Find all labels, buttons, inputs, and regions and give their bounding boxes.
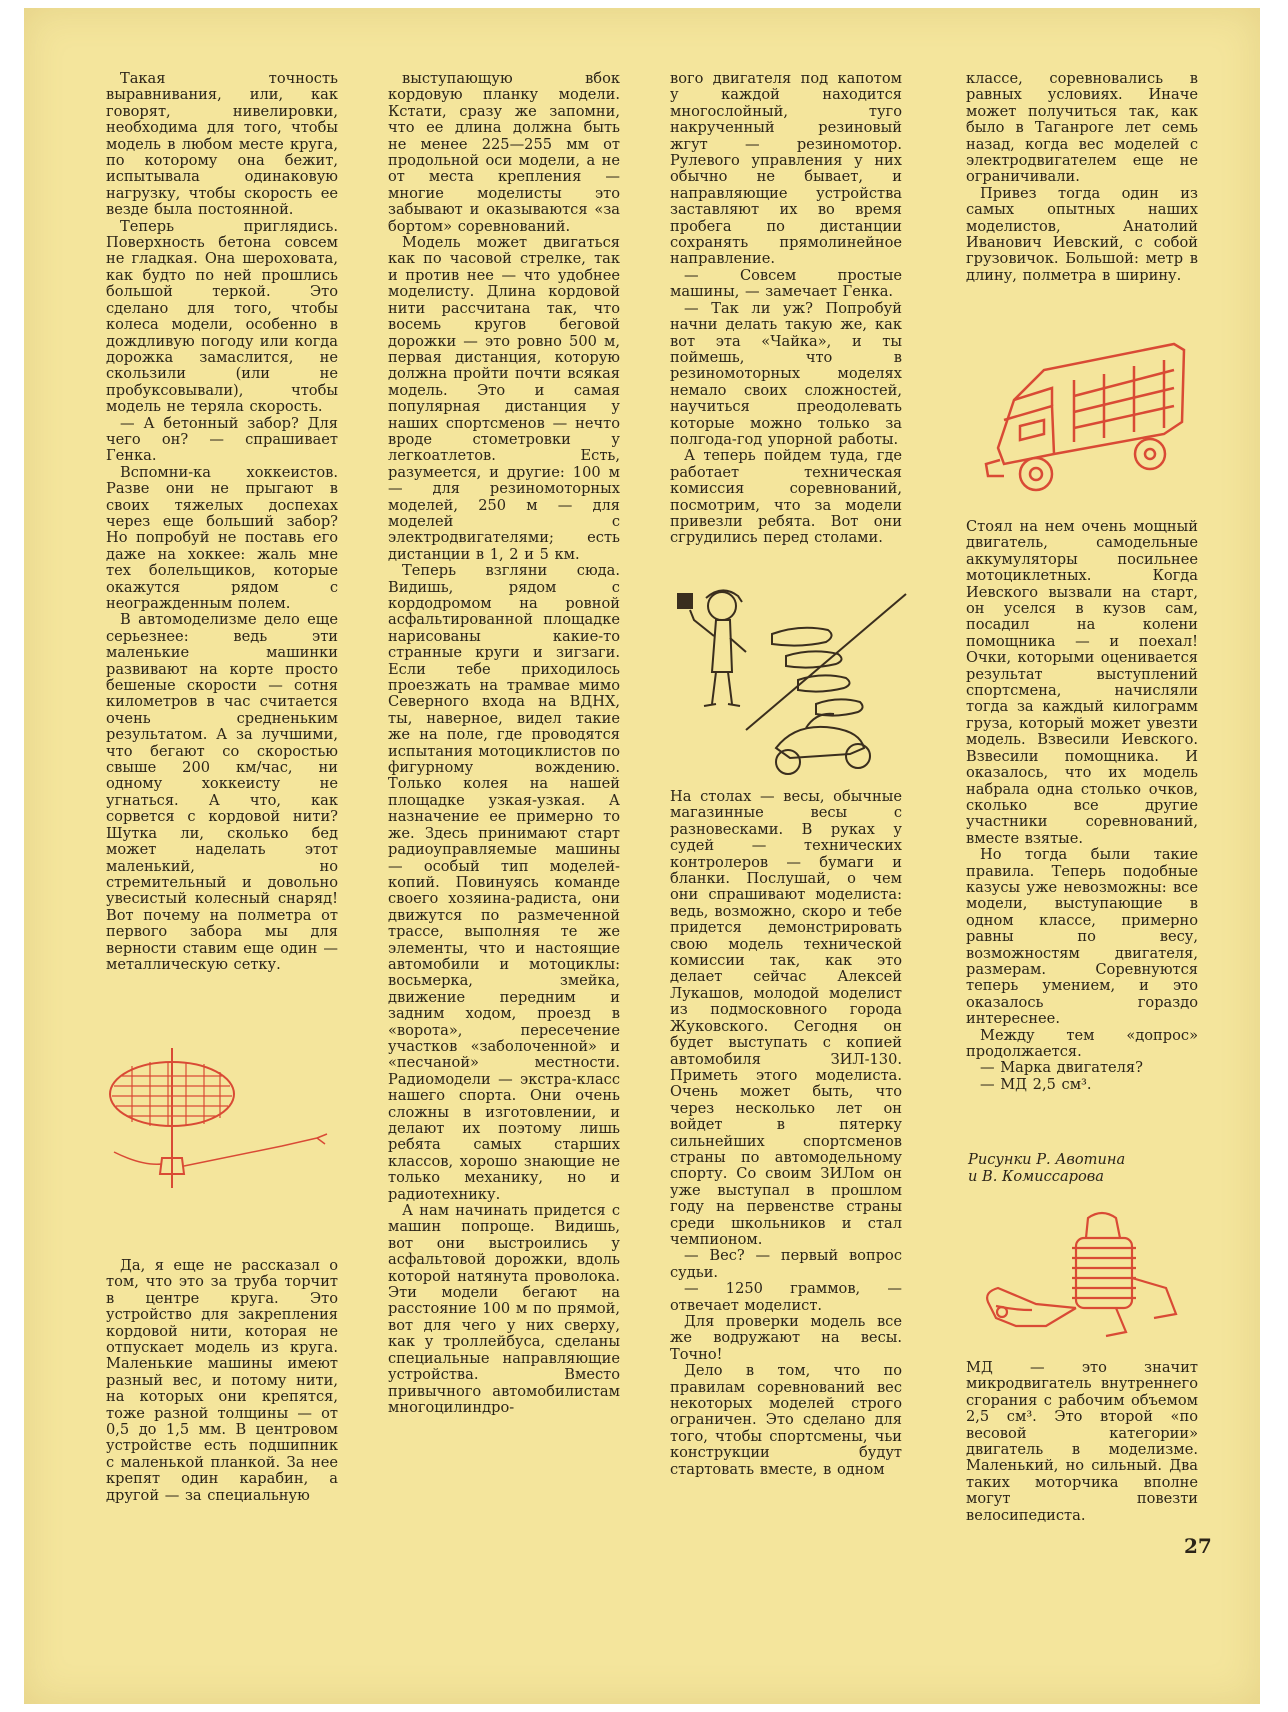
paragraph: — Совсем простые машины, — замечает Генка. bbox=[670, 266, 902, 301]
credits-line-1: Рисунки Р. Авотина bbox=[968, 1151, 1126, 1168]
paragraph: Такая точность выравнивания, или, как говорят, нивелировки, необходима для того, чтобы модель в любом месте круга, по которому она бежит, испытывала одинаковую нагрузку, чтобы скорость ее везде была постоянной. bbox=[106, 70, 338, 219]
paragraph: — 1250 граммов, — отвечает моделист. bbox=[670, 1280, 902, 1314]
cord-center-device-illustration bbox=[102, 1048, 362, 1198]
micro-engine-illustration bbox=[976, 1208, 1186, 1358]
column-4-middle bbox=[966, 519, 1198, 1093]
paragraph: Да, я еще не рассказал о том, что это за труба торчит в центре круга. Это устройство для закрепления кордовой нити, которая не отпускает модель из круга. Маленькие машины имеют разный вес, и потому нити, на которых они крепятся, тоже разной толщины — от 0,5 до 1,5 мм. В центровом устройстве есть подшипник с маленькой планкой. За нее крепят один карабин, а другой — за специальную bbox=[106, 1257, 338, 1504]
paragraph: — Марка двигателя? bbox=[980, 1059, 1143, 1077]
paragraph: МД — это значит микродвигатель внутреннего сгорания с рабочим объемом 2,5 см³. Это второй «по весовой категории» двигатель в моделизме. Маленький, но сильный. Два таких моторчика вполне могут повезти велосипедиста. bbox=[966, 1359, 1198, 1524]
paragraph: Дело в том, что по правилам соревнований вес некоторых моделей строго ограничен. Это сделано для того, чтобы спортсмены, чьи конструкции будут стартовать вместе, в одном bbox=[670, 1362, 902, 1478]
paragraph: А теперь пойдем туда, где работает техническая комиссия соревнований, посмотрим, что за модели привезли ребята. Вот они сгрудились перед столами. bbox=[670, 447, 902, 547]
paragraph: На столах — весы, обычные магазинные весы с разновесками. В руках у судей — технических контролеров — бумаги и бланки. Послушай, о чем они спрашивают моделиста: ведь, возможно, скоро и тебе придется демонстрировать свою модель технической комиссии так, как это делает сейчас Алексей Лукашов, молодой моделист из подмосковного города Жуковского. Сегодня он будет выступать с копией автомобиля ЗИЛ-130. Приметь этого моделиста. Очень может быть, что через несколько лет он войдет в пятерку сильнейших спортсменов страны по автомодельному спорту. Со своим ЗИЛом он уже выступал в прошлом году на первенстве страны среди школьников и стал чемпионом. bbox=[670, 788, 902, 1248]
paragraph: — А бетонный забор? Для чего он? — спрашивает Генка. bbox=[106, 414, 338, 465]
paragraph: классе, соревновались в равных условиях. Иначе может получиться так, как было в Таганроге лет семь назад, когда вес моделей с электродвигателем еще не ограничивали. bbox=[966, 70, 1198, 186]
paragraph: Модель может двигаться как по часовой стрелке, так и против нее — что удобнее моделисту. Длина кордовой нити рассчитана так, что восемь кругов беговой дорожки — это ровно 500 м, первая дистанция, которую должна пройти почти всякая модель. Это и самая популярная дистанция у наших спортсменов — нечто вроде стометровки у легкоатлетов. Есть, разумеется, и другие: 100 м — для резиномоторных моделей, 250 м — для моделей с электродвигателями; есть дистанции в 1, 2 и 5 км. bbox=[388, 234, 620, 563]
paragraph: Привез тогда один из самых опытных наших моделистов, Анатолий Иванович Иевский, с собой грузовичок. Большой: метр в длину, полметра в ширину. bbox=[966, 184, 1198, 284]
paragraph: вого двигателя под капотом у каждой находится многослойный, туго накрученный резиновый жгут — резиномотор. Рулевого управления у них обычно не бывает, и направляющие устройства заставляют их во время пробега по дистанции сохранять прямолинейное направление. bbox=[670, 70, 902, 268]
paragraph: Стоял на нем очень мощный двигатель, самодельные аккумуляторы посильнее мотоциклетных. Когда Иевского вызвали на старт, он уселся в кузов сам, посадил на колени помощника — и поехал! Очки, которыми оценивается результат выступлений спортсмена, начисляли тогда за каждый килограмм груза, который может увезти модель. Взвесили Иевского. Взвесили помощника. И оказалось, что их модель набрала одна столько очков, сколько все другие участники соревнований, вместе взятые. bbox=[966, 518, 1198, 847]
magazine-page bbox=[24, 8, 1260, 1704]
paragraph: Между тем «допрос» продолжается. bbox=[966, 1026, 1198, 1060]
paragraph: — Так ли уж? Попробуй начни делать такую же, как вот эта «Чайка», и ты поймешь, что в резиномоторных моделях немало своих сложностей, научиться преодолевать которые можно только за полгода-год упорной работы. bbox=[670, 299, 902, 448]
credits-line-2: и В. Комиссарова bbox=[968, 1168, 1104, 1185]
column-1-bottom bbox=[106, 1258, 338, 1504]
paragraph: Теперь приглядись. Поверхность бетона совсем не гладкая. Она шероховата, как будто по ней прошлись большой теркой. Это сделано для того, чтобы колеса модели, особенно в дождливую погоду или когда дорожка замаслится, не скользили (или не пробуксовывали), чтобы модель не теряла скорость. bbox=[106, 217, 338, 416]
paragraph: А нам начинать придется с машин попроще. Видишь, вот они выстроились у асфальтовой дорожки, вдоль которой натянута проволока. Эти модели бегают на расстояние 100 м по прямой, вот для чего у них сверху, как у троллейбуса, сделаны специальные направляющие устройства. Вместо привычного автомобилистам многоцилиндро- bbox=[388, 1202, 620, 1416]
truck-model-illustration bbox=[974, 330, 1194, 510]
column-1-top bbox=[106, 71, 338, 973]
paragraph: Для проверки модель все же водружают на весы. Точно! bbox=[670, 1313, 902, 1363]
paragraph: — МД 2,5 см³. bbox=[980, 1075, 1092, 1093]
column-2 bbox=[388, 71, 620, 1416]
illustration-credits bbox=[968, 1151, 1198, 1185]
paragraph: выступающую вбок кордовую планку модели. Кстати, сразу же запомни, что ее длина должна быть не менее 225—255 мм от продольной оси модели, а не от места крепления — многие моделисты это забывают и оказываются «за бортом» соревнований. bbox=[388, 70, 620, 235]
column-4-bottom bbox=[966, 1360, 1198, 1524]
column-4-top bbox=[966, 71, 1198, 284]
paragraph: Но тогда были такие правила. Теперь подобные казусы уже невозможны: все модели, выступающие в одном классе, примерно равны по весу, возможностям двигателя, размерам. Соревнуются теперь умением, и это оказалось гораздо интереснее. bbox=[966, 846, 1198, 1028]
column-3-top bbox=[670, 71, 902, 547]
page-number: 27 bbox=[1184, 1534, 1212, 1558]
paragraph: — Вес? — первый вопрос судьи. bbox=[670, 1247, 902, 1281]
boy-with-flag-illustration bbox=[676, 580, 916, 780]
paragraph: В автомоделизме дело еще серьезнее: ведь эти маленькие машинки развивают на корте просто бешеные скорости — сотня километров в час считается очень средненьким результатом. А за лучшими, что бегают со скоростью свыше 200 км/час, ни одному хоккеисту не угнаться. А что, как сорвется с кордовой нити? Шутка ли, сколько бед может наделать этот маленький, но стремительный и довольно увесистый колесный снаряд! Вот почему на полметра от первого забора мы для верности ставим еще один — металлическую сетку. bbox=[106, 611, 338, 973]
paragraph: Теперь взгляни сюда. Видишь, рядом с кордодромом на ровной асфальтированной площадке нарисованы какие-то странные круги и зигзаги. Если тебе приходилось проезжать на трамвае мимо Северного входа на ВДНХ, ты, наверное, видел такие же на поле, где проводятся испытания мотоциклистов по фигурному вождению. Только колея на нашей площадке узкая-узкая. А назначение ее примерно то же. Здесь принимают старт радиоуправляемые машины — особый тип моделей-копий. Повинуясь команде своего хозяина-радиста, они движутся по размеченной трассе, выполняя те же элементы, что и настоящие автомобили и мотоциклы: восьмерка, змейка, движение передним и задним ходом, проезд в «ворота», пересечение участков «заболоченной» и «песчаной» местности. Радиомодели — экстра-класс нашего спорта. Они очень сложны в изготовлении, и делают их поэтому лишь ребята самых старших классов, хорошо знающие не только механику, но и радиотехнику. bbox=[388, 562, 620, 1203]
column-3-bottom bbox=[670, 789, 902, 1478]
paragraph: Вспомни-ка хоккеистов. Разве они не прыгают в своих тяжелых доспехах через еще больший забор? Но попробуй не поставь его даже на хоккее: жаль мне тех болельщиков, которые окажутся рядом с неогражденным полем. bbox=[106, 463, 338, 612]
